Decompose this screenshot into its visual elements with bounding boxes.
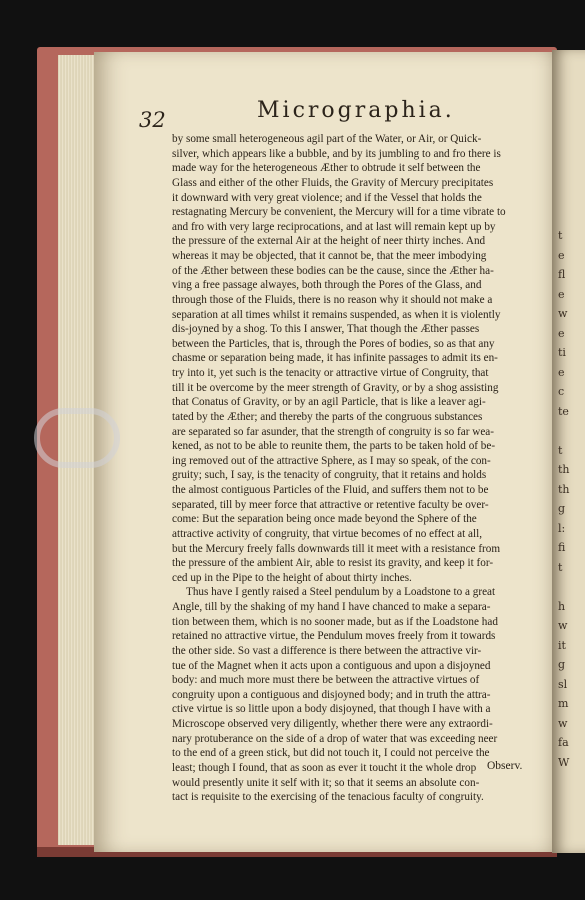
facing-page-fragment: e <box>558 326 565 340</box>
facing-page-fragment: g <box>558 502 566 515</box>
text-line: and fro with very large reciprocations, and at last will remain kept up by <box>172 220 496 233</box>
facing-page-fragment: e <box>558 248 565 262</box>
facing-page-fragment: t <box>558 229 563 242</box>
facing-page-fragment: ti <box>558 346 566 359</box>
text-line: whereas it may be objected, that it cannot be, that the meer imbodying <box>172 250 487 262</box>
facing-page-fragment: w <box>558 716 568 730</box>
text-line: through those of the Fluids, there is no reason why it should not make a <box>172 293 493 306</box>
text-line: by some small heterogeneous agil part of the Water, or Air, or Quick- <box>172 133 482 145</box>
page-clip <box>34 408 120 468</box>
text-line: gruity; such, I say, is the tenacity of congruity, that it retains and holds <box>172 469 487 482</box>
text-line: tue of the Magnet when it acts upon a contiguous and upon a disjoyned <box>172 659 491 672</box>
text-line: dis-joyned by a shog. To this I answer, That though the Æther passes <box>172 323 480 336</box>
text-line: come: But the separation being once made beyond the Sphere of the <box>172 513 477 526</box>
text-line: Microscope observed very diligently, whether there were any extraordi- <box>172 718 493 730</box>
text-line: tated by the Æther; and thereby the parts of the congruous substances <box>172 410 483 423</box>
facing-page-fragment: t <box>558 443 563 457</box>
facing-page-fragment: th <box>558 463 570 476</box>
text-line: separation at all times whilst it remains suspended, as when it is violently <box>172 308 501 321</box>
facing-page-fragment: e <box>558 287 565 301</box>
text-line: Thus have I gently raised a Steel pendulum by a Loadstone to a great <box>186 586 496 599</box>
text-line: the pressure of the external Air at the height of neer thirty inches. And <box>172 235 486 248</box>
facing-page-fragment: g <box>558 658 566 671</box>
facing-page-fragment: W <box>558 755 570 769</box>
facing-page-fragment: h <box>558 599 566 613</box>
text-line: attractive activity of congruity, that virtue becomes of no effect at all, <box>172 527 483 540</box>
text-line: restagnating Mercury be convenient, the Mercury will for a time vibrate to <box>172 206 506 219</box>
text-line: ving a free passage alwayes, both through the Pores of the Glass, and <box>172 279 482 292</box>
facing-page-fragment: t <box>558 560 563 574</box>
running-head: Micrographia. <box>257 98 455 123</box>
facing-page-fragment: it <box>558 638 566 652</box>
facing-page-fragment: m <box>558 697 569 710</box>
text-line: kened, as not to be able to reunite them, the parts to be taken hold of be- <box>172 440 496 453</box>
text-line: body: and much more must there be between the attractive virtues of <box>172 674 480 687</box>
text-line: the other side. So vast a difference is there between the attractive vir- <box>172 644 482 657</box>
facing-page-fragment: c <box>558 385 565 398</box>
facing-page-fragment: fi <box>558 541 566 554</box>
text-line: tion between them, which is no sooner made, but as if the Loadstone had <box>172 615 498 628</box>
text-line: ctive virtue is so little upon a body disjoyned, that though I have with a <box>172 703 491 716</box>
text-line: it downward with very great violence; and if the Vessel that holds the <box>172 191 482 204</box>
facing-page-fragment: w <box>558 307 568 320</box>
facing-page-fragment: te <box>558 404 569 418</box>
text-line: to the end of a green stick, but did not touch it, I could not perceive the <box>172 747 490 760</box>
text-line: of the Æther between these bodies can be the cause, since the Æther ha- <box>172 264 494 277</box>
facing-page-fragment: th <box>558 482 570 496</box>
text-line: chasme or separation being made, it has infinite passages to admit its en- <box>172 352 498 365</box>
text-line: silver, which appears like a bubble, and by its jumbling to and fro there is <box>172 147 501 160</box>
text-line: but the Mercury freely falls downwards till it meet with a resistance from <box>172 542 501 555</box>
text-line: tact is requisite to the exercising of the tenacious faculty of congruity. <box>172 791 484 804</box>
text-line: the almost contiguous Particles of the Fluid, and suffers them not to be <box>172 484 489 496</box>
text-line: congruity upon a contiguous and disjoyned body; and in truth the attra- <box>172 688 491 701</box>
facing-page <box>552 50 585 853</box>
text-line: nary protuberance on the side of a drop of water that was exceeding neer <box>172 732 498 745</box>
text-line: ced up in the Pipe to the height of about thirty inches. <box>172 571 412 584</box>
body-text <box>172 132 532 805</box>
text-line: that Conatus of Gravity, or by an agil Particle, that is like a leaver agi- <box>172 396 486 409</box>
facing-page-fragment: fl <box>558 268 566 281</box>
text-line: between the Particles, that is, through the Pores of bodies, so as that any <box>172 337 495 350</box>
text-line: least; though I found, that as soon as ever it toucht it the whole drop <box>172 761 477 774</box>
catchword: Observ. <box>487 760 523 772</box>
text-line: Glass and either of the other Fluids, the Gravity of Mercury precipitates <box>172 176 494 189</box>
text-line: try into it, yet such is the tenacity or attractive virtue of Congruity, that <box>172 367 489 379</box>
facing-page-fragment: e <box>558 365 565 379</box>
facing-page-fragment: w <box>558 619 568 632</box>
text-line: separated, till by meer force that attractive or retentive faculty be over- <box>172 498 489 511</box>
text-line: would presently unite it self with it; so that it seems an absolute con- <box>172 776 480 789</box>
page-number: 32 <box>139 108 166 132</box>
text-line: are separated so far asunder, that the strength of congruity is so far wea- <box>172 425 495 438</box>
facing-page-fragment: fa <box>558 736 569 749</box>
facing-page-fragment: sl <box>558 677 568 691</box>
text-line: till it be overcome by the meer strength of Gravity, or by a shog assisting <box>172 381 499 394</box>
text-line: ing removed out of the attractive Sphere, as I may so speak, of the con- <box>172 454 491 467</box>
text-line: made way for the heterogeneous Æther to obtrude it self between the <box>172 162 481 175</box>
text-line: Angle, till by the shaking of my hand I have chanced to make a separa- <box>172 601 491 613</box>
text-line: retained no attractive virtue, the Pendulum moves freely from it towards <box>172 630 496 643</box>
facing-page-fragment: l: <box>558 521 566 535</box>
text-line: the pressure of the ambient Air, able to resist its gravity, and keep it for- <box>172 557 494 570</box>
